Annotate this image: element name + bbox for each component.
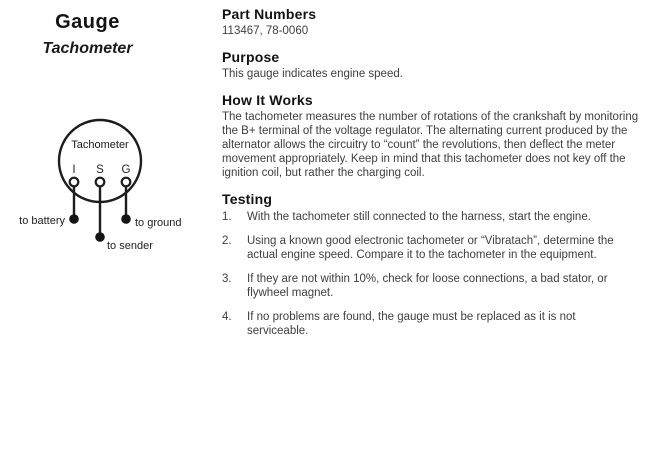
testing-item-text: If they are not within 10%, check for loose connections, a bad stator, or flywheel magnet. <box>247 273 608 299</box>
wire-label-sender: to sender <box>107 240 153 252</box>
section-heading-how-it-works: How It Works <box>222 92 313 108</box>
testing-item-number: 1. <box>222 211 232 223</box>
connector-dot-sender <box>95 232 105 242</box>
terminal-label-i: I <box>72 164 76 176</box>
gauge-label: Tachometer <box>71 139 129 151</box>
section-testing <box>222 191 644 338</box>
page-title: Gauge <box>55 11 120 33</box>
right-panel <box>222 6 644 349</box>
terminal-pin-i <box>70 178 79 187</box>
section-heading-purpose: Purpose <box>222 49 280 65</box>
tachometer-wiring-diagram <box>0 105 200 270</box>
wire-label-ground: to ground <box>135 217 182 229</box>
section-heading-testing: Testing <box>222 191 273 207</box>
purpose-text: This gauge indicates engine speed. <box>222 68 403 80</box>
part-numbers-value: 113467, 78-0060 <box>222 25 309 37</box>
testing-item-text: If no problems are found, the gauge must be replaced as it is not serviceable. <box>247 311 576 337</box>
how-it-works-text: The tachometer measures the number of rotations of the crankshaft by monitoring the B+ terminal of the voltage regulator. The alternating current produced by the alternator allows the circuitry to “count” the revolutions, then deflect the meter movement appropriately. Keep in mind that this tachometer does not key off the ignition coil, but rather the charging coil. <box>222 111 639 179</box>
wire-label-battery: to battery <box>19 215 65 227</box>
testing-item <box>222 272 644 300</box>
testing-item-number: 2. <box>222 235 232 247</box>
page-subtitle: Tachometer <box>42 40 133 57</box>
testing-list <box>222 210 644 338</box>
testing-item-number: 3. <box>222 273 232 285</box>
testing-item <box>222 210 644 224</box>
section-how-it-works <box>222 92 644 180</box>
testing-item-number: 4. <box>222 311 232 323</box>
connector-dot-battery <box>69 214 79 224</box>
testing-item-text: With the tachometer still connected to the harness, start the engine. <box>247 211 591 223</box>
terminal-pin-g <box>122 178 131 187</box>
connector-dot-ground <box>121 214 131 224</box>
testing-item <box>222 310 644 338</box>
testing-item-text: Using a known good electronic tachometer or “Vibratach”, determine the actual engine speed. Compare it to the tachometer in the equipment. <box>247 235 614 261</box>
section-heading-part-numbers: Part Numbers <box>222 6 317 22</box>
terminal-pin-s <box>96 178 105 187</box>
terminal-label-s: S <box>96 164 104 176</box>
section-part-numbers <box>222 6 644 38</box>
section-purpose <box>222 49 644 81</box>
terminal-label-g: G <box>121 164 131 176</box>
testing-item <box>222 234 644 262</box>
left-panel <box>10 10 165 58</box>
